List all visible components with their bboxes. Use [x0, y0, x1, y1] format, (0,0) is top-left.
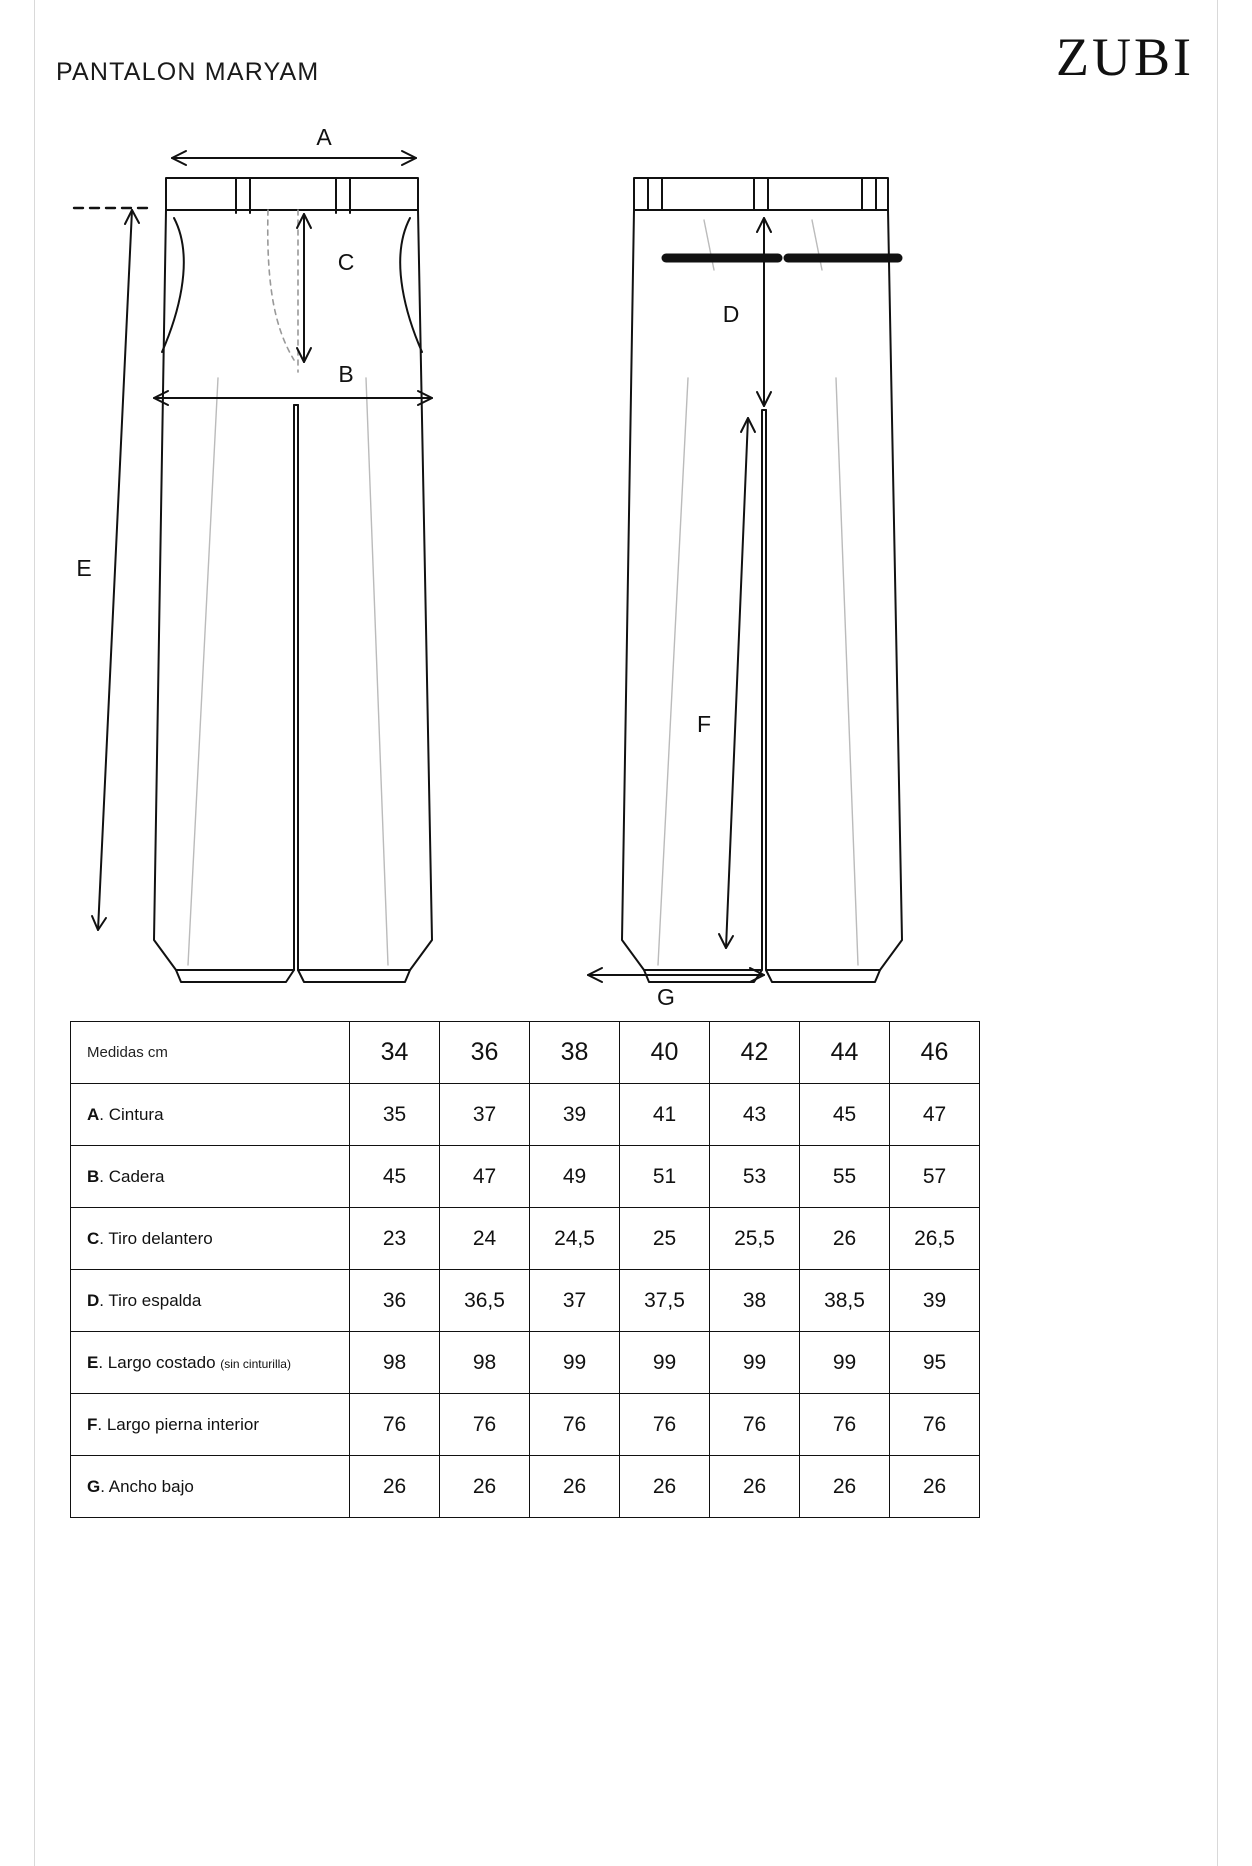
table-row: [71, 1394, 980, 1456]
cell-a-34: 35: [350, 1084, 440, 1146]
measure-d-arrow: [757, 218, 771, 406]
row-letter-f: F: [87, 1414, 98, 1434]
label-g: G: [657, 984, 675, 1010]
size-header-46: 46: [890, 1022, 980, 1084]
measure-f-arrow: [719, 418, 755, 948]
cell-f-40: 76: [620, 1394, 710, 1456]
cell-g-36: 26: [440, 1456, 530, 1518]
cell-g-40: 26: [620, 1456, 710, 1518]
cell-g-34: 26: [350, 1456, 440, 1518]
cell-f-44: 76: [800, 1394, 890, 1456]
cell-f-46: 76: [890, 1394, 980, 1456]
cell-d-42: 38: [710, 1270, 800, 1332]
cell-c-40: 25: [620, 1208, 710, 1270]
cell-e-42: 99: [710, 1332, 800, 1394]
row-note-e: (sin cinturilla): [220, 1356, 291, 1371]
cell-c-42: 25,5: [710, 1208, 800, 1270]
measure-b-arrow: [154, 391, 432, 405]
row-label-c: [71, 1208, 350, 1270]
row-letter-b: B: [87, 1166, 100, 1186]
cell-b-36: 47: [440, 1146, 530, 1208]
row-letter-c: C: [87, 1228, 100, 1248]
brand-logo: ZUBI: [1056, 27, 1194, 87]
row-name-d: . Tiro espalda: [99, 1290, 202, 1310]
page-title: PANTALON MARYAM: [56, 58, 320, 86]
cell-f-36: 76: [440, 1394, 530, 1456]
cell-f-38: 76: [530, 1394, 620, 1456]
cell-d-40: 37,5: [620, 1270, 710, 1332]
label-d: D: [722, 301, 740, 327]
cell-d-46: 39: [890, 1270, 980, 1332]
measure-e-arrow: [92, 210, 139, 930]
cell-c-44: 26: [800, 1208, 890, 1270]
cell-c-36: 24: [440, 1208, 530, 1270]
cell-c-34: 23: [350, 1208, 440, 1270]
cell-c-46: 26,5: [890, 1208, 980, 1270]
cell-d-44: 38,5: [800, 1270, 890, 1332]
cell-a-46: 47: [890, 1084, 980, 1146]
cell-b-42: 53: [710, 1146, 800, 1208]
row-letter-e: E: [87, 1352, 99, 1372]
cell-g-44: 26: [800, 1456, 890, 1518]
row-label-a: [71, 1084, 350, 1146]
row-name-e: . Largo costado: [98, 1352, 221, 1372]
table-row: [71, 1332, 980, 1394]
row-name-a: . Cintura: [99, 1104, 164, 1124]
cell-g-46: 26: [890, 1456, 980, 1518]
cell-b-34: 45: [350, 1146, 440, 1208]
row-name-b: . Cadera: [99, 1166, 165, 1186]
row-letter-g: G: [87, 1476, 101, 1496]
size-header-38: 38: [530, 1022, 620, 1084]
table-row: [71, 1146, 980, 1208]
label-e: E: [76, 555, 92, 581]
cell-d-34: 36: [350, 1270, 440, 1332]
table-header-row: [71, 1022, 980, 1084]
front-trouser-technical-drawing: [154, 178, 432, 982]
cell-f-34: 76: [350, 1394, 440, 1456]
cell-c-38: 24,5: [530, 1208, 620, 1270]
measure-a-arrow: [172, 151, 416, 165]
size-header-36: 36: [440, 1022, 530, 1084]
cell-a-42: 43: [710, 1084, 800, 1146]
page-frame-left: [34, 0, 35, 1866]
row-name-c: . Tiro delantero: [99, 1228, 213, 1248]
back-trouser-technical-drawing: [622, 178, 902, 982]
cell-a-36: 37: [440, 1084, 530, 1146]
cell-g-38: 26: [530, 1456, 620, 1518]
cell-d-36: 36,5: [440, 1270, 530, 1332]
cell-a-38: 39: [530, 1084, 620, 1146]
cell-a-44: 45: [800, 1084, 890, 1146]
measurements-table: [70, 1021, 980, 1518]
cell-e-34: 98: [350, 1332, 440, 1394]
row-letter-a: A: [87, 1104, 100, 1124]
row-label-b: [71, 1146, 350, 1208]
row-label-g: [71, 1456, 350, 1518]
table-row: [71, 1208, 980, 1270]
row-label-f: [71, 1394, 350, 1456]
label-f: F: [696, 711, 712, 737]
cell-b-38: 49: [530, 1146, 620, 1208]
table-row: [71, 1270, 980, 1332]
cell-b-44: 55: [800, 1146, 890, 1208]
cell-a-40: 41: [620, 1084, 710, 1146]
units-label: Medidas cm: [71, 1022, 350, 1084]
technical-drawing-area: [36, 110, 1216, 1020]
size-header-42: 42: [710, 1022, 800, 1084]
row-name-g: . Ancho bajo: [100, 1476, 194, 1496]
cell-d-38: 37: [530, 1270, 620, 1332]
cell-b-46: 57: [890, 1146, 980, 1208]
size-header-34: 34: [350, 1022, 440, 1084]
page-frame-right: [1217, 0, 1218, 1866]
cell-e-38: 99: [530, 1332, 620, 1394]
cell-f-42: 76: [710, 1394, 800, 1456]
measure-c-arrow: [297, 214, 311, 362]
cell-e-46: 95: [890, 1332, 980, 1394]
size-header-44: 44: [800, 1022, 890, 1084]
row-label-d: [71, 1270, 350, 1332]
label-a: A: [316, 124, 332, 150]
cell-g-42: 26: [710, 1456, 800, 1518]
label-c: C: [337, 249, 355, 275]
row-label-e: [71, 1332, 350, 1394]
row-name-f: . Largo pierna interior: [97, 1414, 259, 1434]
cell-e-40: 99: [620, 1332, 710, 1394]
label-b: B: [338, 361, 354, 387]
row-letter-d: D: [87, 1290, 100, 1310]
table-row: [71, 1456, 980, 1518]
cell-e-36: 98: [440, 1332, 530, 1394]
cell-b-40: 51: [620, 1146, 710, 1208]
size-header-40: 40: [620, 1022, 710, 1084]
table-row: [71, 1084, 980, 1146]
cell-e-44: 99: [800, 1332, 890, 1394]
